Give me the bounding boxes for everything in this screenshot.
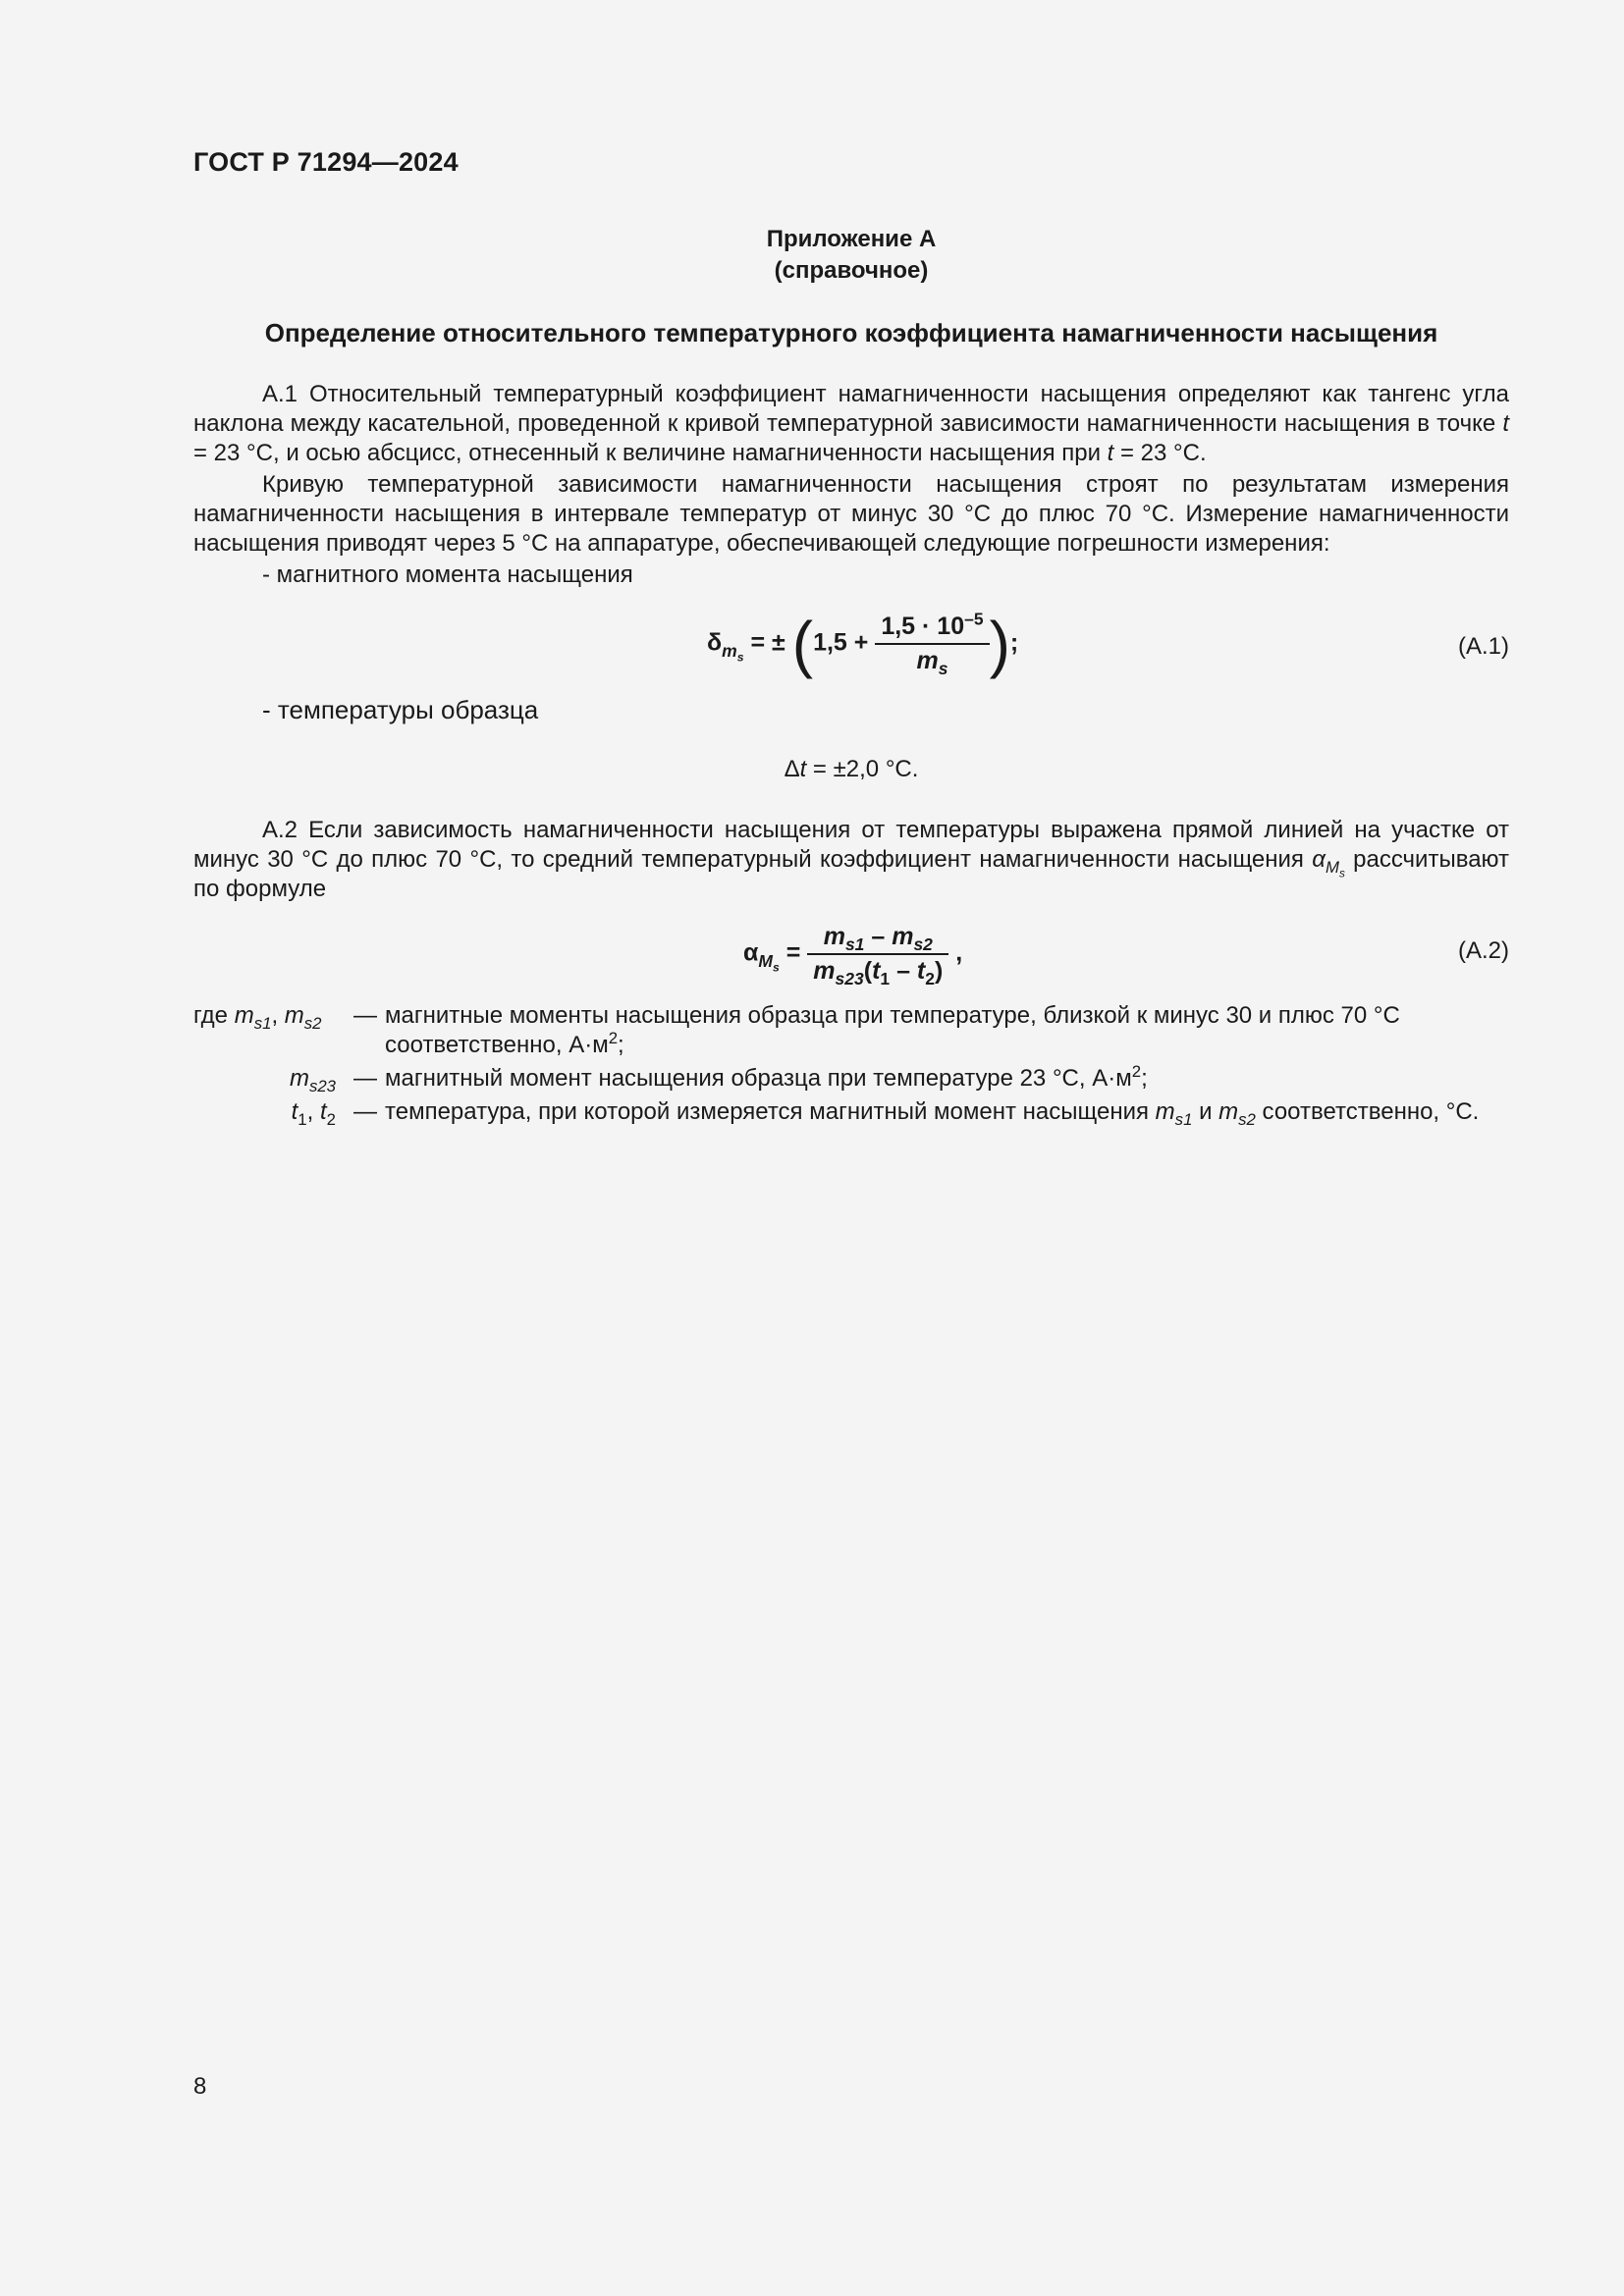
- section-title: Определение относительного температурного коэффициента намагниченности насыщения: [264, 318, 1438, 347]
- paragraph-a1: А.1 Относительный температурный коэффициент намагниченности насыщения определяют как тангенс угла наклона между касательной, проведенной к кривой температурной зависимости намагниченности насыщения в точке t = 23 °С, и осью абсцисс, отнесенный к величине намагниченности насыщения при t = 23 °С.: [193, 381, 1509, 466]
- equation-number-a1: (А.1): [1457, 633, 1509, 660]
- fraction: $\frac{1,5 \cdot 10^{-5}}{m_s}$: [875, 613, 989, 675]
- annex-type: (справочное): [774, 257, 929, 284]
- equation-number-a2: (А.2): [1457, 937, 1509, 964]
- definition-row: где $m_{s1}$, $m_{s2}$ — магнитные моменты насыщения образца при температуре, близкой к минус 30 и плюс 70 °С соответственно, $А\cdot м^2$;: [193, 1002, 1400, 1058]
- formula-delta-t: Δt = ±2,0 °С.: [784, 756, 919, 782]
- list-item-temperature: - температуры образца: [262, 695, 539, 724]
- symbol-definitions: [193, 1001, 1509, 1131]
- annex-title: Приложение А: [766, 226, 937, 252]
- definition-row: $t_1$, $t_2$ — температура, при которой измеряется магнитный момент насыщения $m_{s1}$ и $m_{s2}$ соответственно, °С.: [291, 1098, 1480, 1129]
- formula-a2: $\alpha_{M_s}$ = $\frac{m_{s1} - m_{s2}}{m_{s23}(t_1 - t_2)}$ ,: [743, 923, 963, 988]
- page-number: 8: [193, 2073, 207, 2100]
- list-item-moment: - магнитного момента насыщения: [262, 561, 633, 588]
- fraction: $\frac{m_{s1} - m_{s2}}{m_{s23}(t_1 - t_2)}$: [807, 923, 948, 986]
- paragraph-a2: А.2 Если зависимость намагниченности насыщения от температуры выражена прямой линией на участке от минус 30 °С до плюс 70 °С, то средний температурный коэффициент намагниченности насыщения $\alpha_{M_s}$ рассчитывают по формуле: [193, 817, 1510, 902]
- standard-header: ГОСТ Р 71294—2024: [193, 147, 459, 177]
- paragraph-curve: Кривую температурной зависимости намагниченности насыщения строят по результатам измерения намагниченности насыщения в интервале температур от минус 30 °С до плюс 70 °С. Измерение намагниченности насыщения приводят через 5 °С на аппаратуре, обеспечивающей следующие погрешности измерения:: [193, 471, 1509, 557]
- formula-a1: $\delta_{m_s}$ = ± (1,5 + $\frac{1,5 \cdot 10^{-5}}{m_s}$ );: [707, 609, 1019, 679]
- definition-row: $m_{s23}$ — магнитный момент насыщения образца при температуре 23 °С, $А\cdot м^2$;: [289, 1062, 1148, 1095]
